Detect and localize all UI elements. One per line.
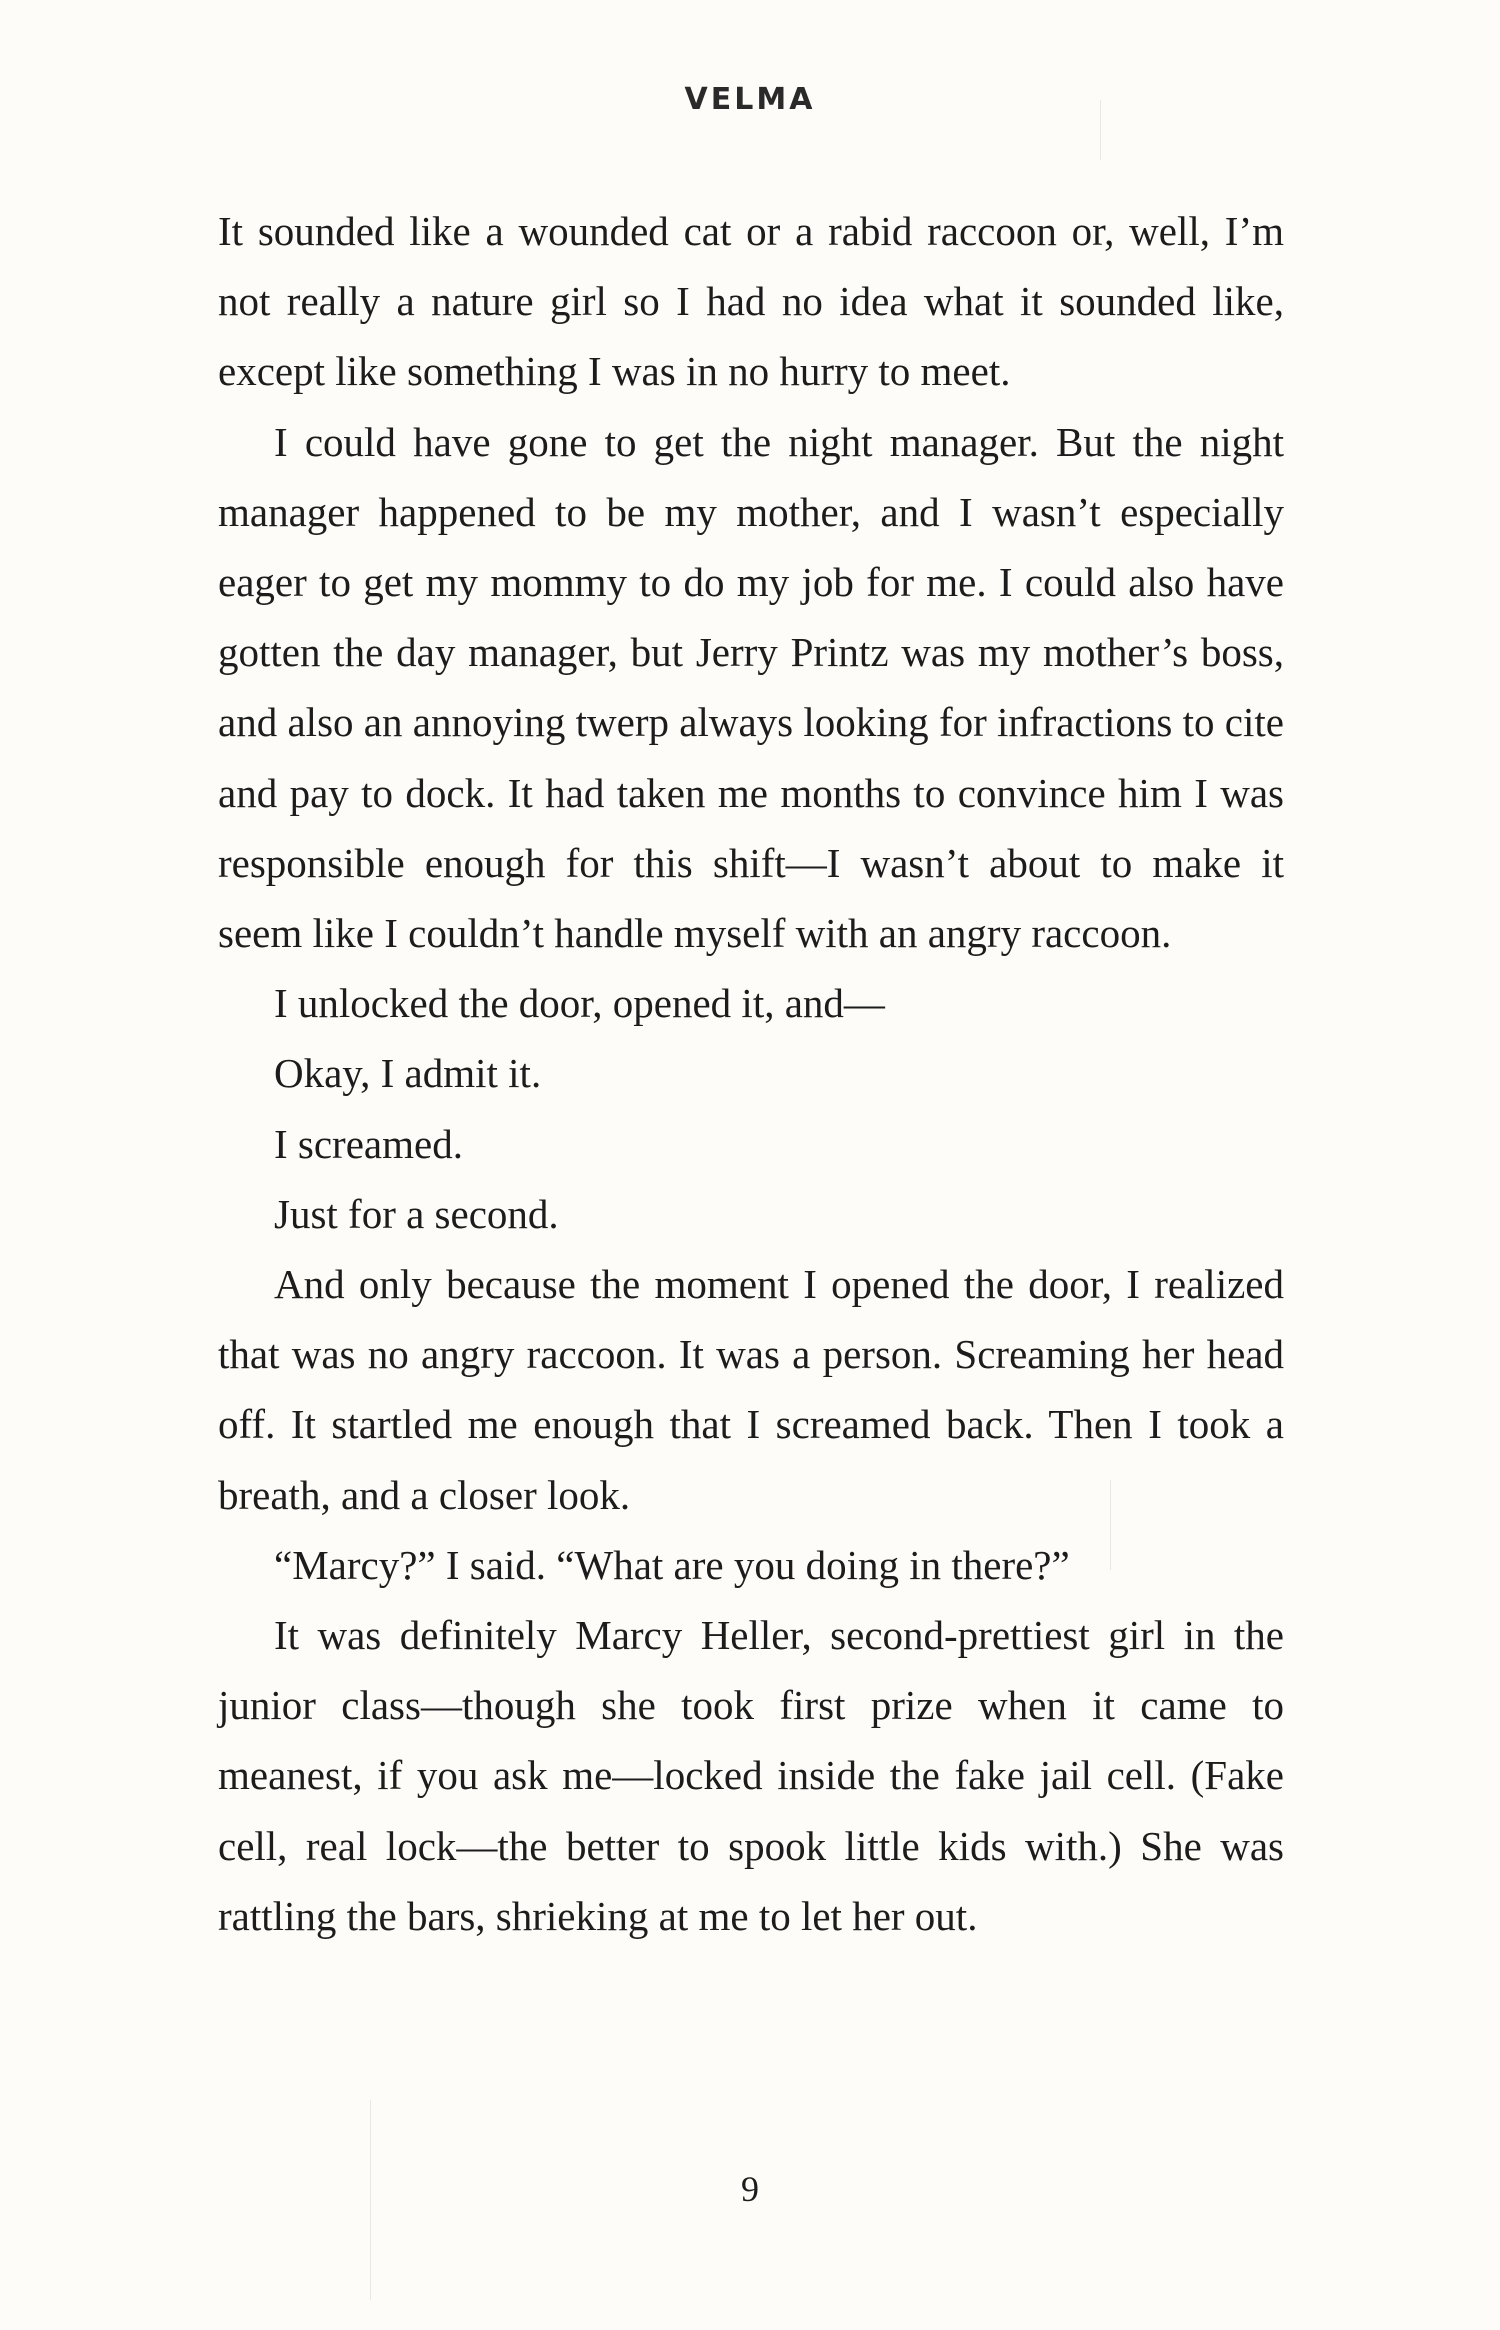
body-text [218,196,1284,1951]
paragraph: “Marcy?” I said. “What are you doing in there?” [274,1541,1070,1588]
paragraph: And only because the moment I opened the door, I realized that was no angry raccoon. It was a person. Screaming her head off. It startled me enough that I screamed back. Then I took a breath, and a closer look. [218,1261,1284,1518]
paragraph: Just for a second. [274,1190,559,1237]
paragraph: It sounded like a wounded cat or a rabid raccoon or, well, I’m not really a nature girl so I had no idea what it sounded like, except like something I was in no hurry to meet. [218,208,1284,395]
paragraph: I unlocked the door, opened it, and— [274,980,885,1027]
paragraph: I could have gone to get the night manager. But the night manager happened to be my mother, and I wasn’t especially eager to get my mommy to do my job for me. I could also have gotten the day manager, but Jerry Printz was my mother’s boss, and also an annoying twerp always looking for infractions to cite and pay to dock. It had taken me months to convince him I was responsible enough for this shift—I wasn’t about to make it seem like I couldn’t handle myself with an angry raccoon. [218,418,1284,957]
paragraph: Okay, I admit it. [274,1050,542,1097]
paragraph: I screamed. [274,1120,463,1167]
running-head: VELMA [684,82,816,117]
paragraph: It was definitely Marcy Heller, second-prettiest girl in the junior class—though she took first prize when it came to meanest, if you ask me—locked inside the fake jail cell. (Fake cell, real lock—the better to spook little kids with.) She was rattling the bars, shrieking at me to let her out. [218,1612,1284,1939]
page-number: 9 [741,2169,759,2209]
